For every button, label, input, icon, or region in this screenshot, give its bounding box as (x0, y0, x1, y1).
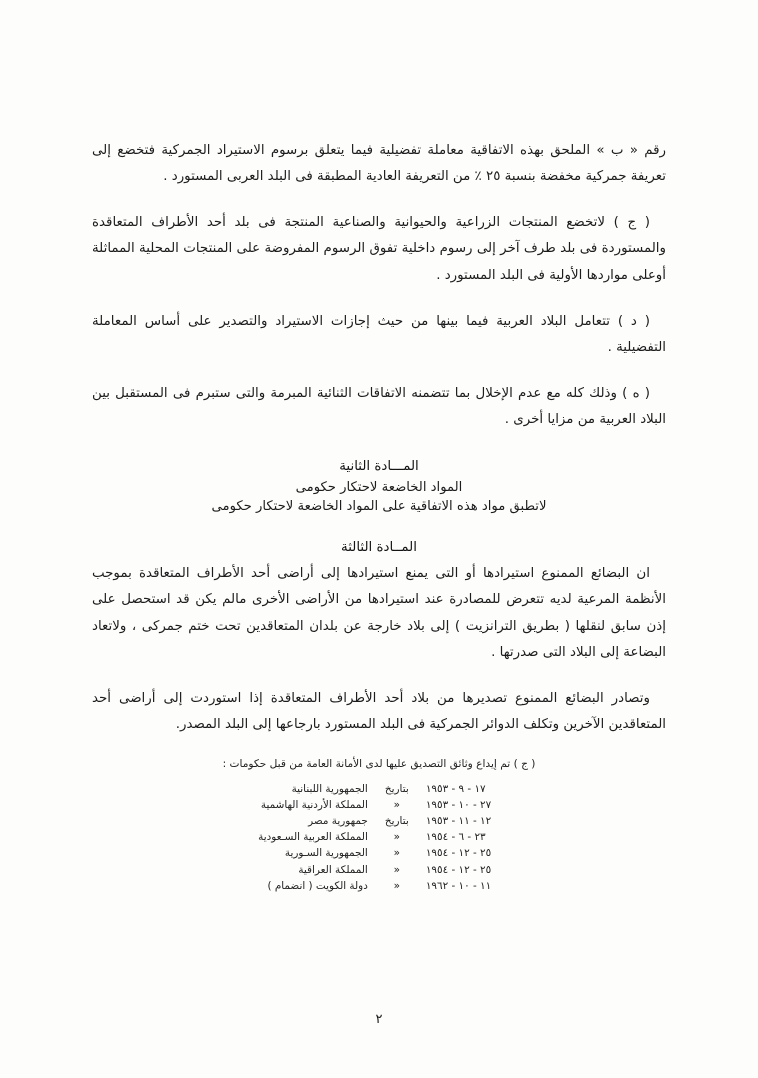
table-row (252, 797, 506, 813)
article-two-subheading: المواد الخاضعة لاحتكار حكومى (295, 480, 463, 496)
ratification-date: ١٧ - ٩ - ١٩٥٣ (425, 782, 486, 795)
table-row (252, 845, 506, 861)
ratification-country: الجمهورية السـورية (284, 847, 368, 860)
table-row (252, 813, 506, 829)
ratification-by: بتاريخ (384, 815, 409, 828)
ratification-by: بتاريخ (384, 782, 409, 795)
ratification-country: دولة الكويت ( انضمام ) (267, 879, 368, 892)
article-two-line: لاتطبق مواد هذه الاتفاقية على المواد الخاضعة لاحتكار حكومى (211, 499, 547, 515)
table-row (252, 829, 506, 845)
ratification-date: ٢٥ - ١٢ - ١٩٥٤ (425, 863, 492, 876)
ratification-by: « (393, 799, 400, 812)
ratification-date: ٢٣ - ٦ - ١٩٥٤ (425, 831, 486, 844)
ratification-by: « (393, 847, 400, 860)
ratification-date: ٢٧ - ١٠ - ١٩٥٣ (425, 799, 492, 812)
table-row (252, 878, 506, 894)
paragraph-clause-ha: ( ه ) وذلك كله مع عدم الإخلال بما تتضمنه الاتفاقات الثنائية المبرمة والتى ستبرم فى المستقبل بين البلاد العربية من مزايا أخرى . (92, 385, 666, 428)
ratification-date: ١١ - ١٠ - ١٩٦٢ (425, 879, 492, 892)
article-three-heading: المــادة الثالثة (341, 540, 417, 556)
ratification-country: الجمهورية اللبنانية (291, 782, 368, 795)
table-row (252, 862, 506, 878)
ratification-country: جمهورية مصر (308, 815, 368, 828)
ratification-country: المملكة الأردنية الهاشمية (260, 799, 368, 812)
ratification-country: المملكة العراقية (298, 863, 368, 876)
ratification-table-body (252, 781, 506, 894)
document-body (92, 138, 666, 738)
ratification-date: ١٢ - ١١ - ١٩٥٣ (425, 815, 492, 828)
ratification-country: المملكة العربية السـعودية (258, 831, 368, 844)
footnote-block (92, 756, 666, 894)
ratification-by: « (393, 879, 400, 892)
paragraph-clause-dal: ( د ) تتعامل البلاد العربية فيما بينها من حيث إجازات الاستيراد والتصدير على أساس المعاملة التفضيلية . (92, 313, 666, 355)
ratification-table (252, 781, 506, 894)
article-three-paragraph-2: وتصادر البضائع الممنوع تصديرها من بلاد أحد الأطراف المتعاقدة إذا استوردت إلى أراضى أحد المتعاقدين الآخرين وتكلف الدوائر الجمركية فى البلد المستورد بارجاعها إلى البلد المصدر. (92, 690, 666, 732)
article-three-paragraph-1: ان البضائع الممنوع استيرادها أو التى يمنع استيرادها إلى أراضى أحد الأطراف المتعاقدة بموجب الأنظمة المرعية لديه تتعرض للمصادرة عند استيرادها من الأراضى الأخرى مالم يكن قد استحصل على إذن سابق لنقلها ( بطريق الترانزيت ) إلى بلاد خارجة عن بلدان المتعاقدين تحت ختم جمركى ، ولاتعاد البضاعة إلى البلاد التى صدرتها . (92, 566, 666, 660)
ratification-date: ٢٥ - ١٢ - ١٩٥٤ (425, 847, 492, 860)
table-row (252, 781, 506, 797)
paragraph-clause-jeem: ( ج ) لاتخضع المنتجات الزراعية والحيوانية والصناعية المنتجة فى بلد أحد الأطراف المتعاقدة والمستوردة فى بلد طرف آخر إلى رسوم داخلية تفوق الرسوم المفروضة على المنتجات المحلية المماثلة أوعلى مواردها الأولية فى البلد المستورد . (92, 215, 666, 283)
article-two-heading: المـــادة الثانية (339, 459, 419, 475)
ratification-by: « (393, 863, 400, 876)
ratification-by: « (393, 831, 400, 844)
footnote-title: ( ج ) تم إيداع وثائق التصديق عليها لدى الأمانة العامة من قبل حكومات : (222, 758, 536, 770)
paragraph-intro: رقم « ب » الملحق بهذه الاتفاقية معاملة تفضيلية فيما يتعلق برسوم الاستيراد الجمركية فتخضع إلى تعريفة جمركية مخفضة بنسبة ٢٥ ٪ من التعريفة العادية المطبقة فى البلد العربى المستورد . (92, 143, 666, 185)
page-number: ٢ (375, 1012, 383, 1027)
